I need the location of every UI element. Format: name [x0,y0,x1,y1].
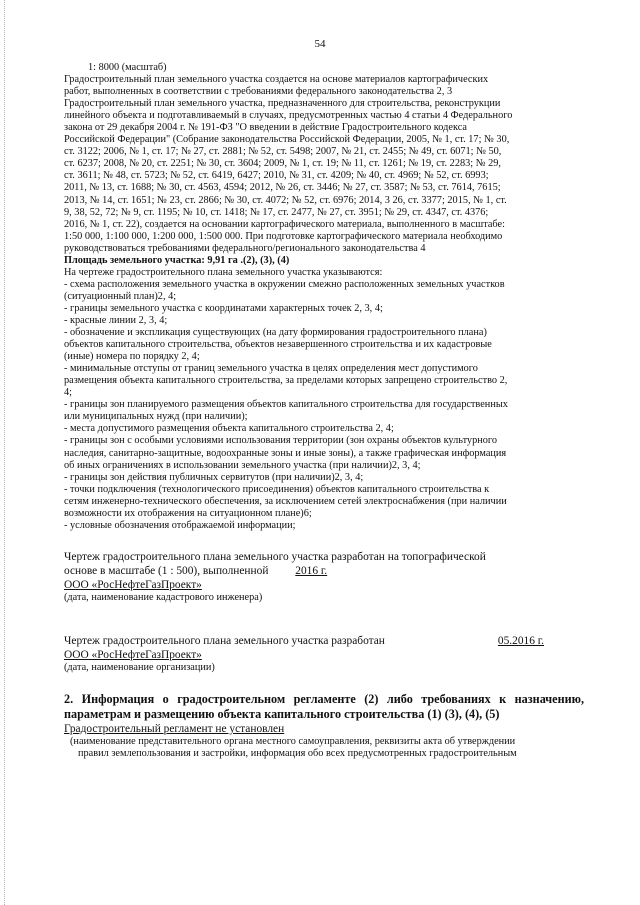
list-item: размещения объекта капитального строительства, за пределами которых запрещено строительство 2, [64,375,508,387]
text-line: Градостроительный план земельного участка создается на основе материалов картографических [64,74,489,86]
area-line: Площадь земельного участка: 9,91 га .(2), (3), (4) [64,254,290,266]
text-line: ст. 3611; № 48, ст. 5723; № 52, ст. 6419, 6427; 2010, № 31, ст. 4209; № 40, ст. 4969; № 52, ст. 6993; [64,170,489,182]
drawing-statement-topographic [64,550,584,604]
document-body [64,62,584,760]
text-line: 9, 38, 52, 72; № 9, ст. 1195; № 10, ст. 1418; № 17, ст. 2477, № 27, ст. 3951; № 29, ст. 4347, ст. 4376; [64,206,489,218]
text-line: 2013, № 14, ст. 1651; № 23, ст. 2866; № 30, ст. 4072; № 52, ст. 6976; 2014, 3 26, ст. 3377; 2015, № 1, ст. [64,194,507,206]
organization-date: 05.2016 г. [497,634,544,647]
list-item: - красные линии 2, 3, 4; [64,314,168,326]
list-item: - места допустимого размещения объекта капитального строительства 2, 4; [64,423,394,435]
list-item: - границы зон планируемого размещения объектов капитального строительства для государственных [64,399,508,411]
engineer-organization: ООО «РосНефтеГазПроект» [64,578,202,591]
text-line: ст. 6237; 2008, № 20, ст. 2251; № 30, ст. 3604; 2009, № 1, ст. 19; № 11, ст. 1261; № 19, ст. 2283; № 29, [64,158,501,170]
list-item: (иные) номера по порядку 2, 4; [64,351,200,363]
regulation-note-line: правил землепользования и застройки, информация обо всех предусмотренных градостроительным [78,747,517,759]
list-item: возможности их отображения на ситуационном плане)6; [64,507,312,519]
text-line: руководствоваться требованиями федерального/регионального законодательства 4 [64,242,426,254]
text-line: закона от 29 декабря 2004 г. № 191-ФЗ "О введении в действие Градостроительного кодекса [64,122,467,134]
organization-statement-row [64,634,584,648]
page-number: 54 [314,38,326,50]
list-item: или муниципальных нужд (при наличии); [64,411,248,423]
list-item: - границы земельного участка с координатами характерных точек 2, 3, 4; [64,302,383,314]
text-line: ст. 3122; 2006, № 1, ст. 17; № 27, ст. 2881; № 52, ст. 5498; 2007, № 21, ст. 2455; № 49, ст. 6071; № 50, [64,146,502,158]
list-item: объектов капитального строительства, объектов незавершенного строительства и их кадастровые [64,339,492,351]
engineer-caption: (дата, наименование кадастрового инженера) [64,591,263,603]
scan-edge-line [4,0,5,905]
list-item: - схема расположения земельного участка в окружении смежно расположенных земельных участков [64,278,505,290]
drawing-items-list [64,279,584,532]
scale-line: 1: 8000 (масштаб) [88,62,167,73]
list-item: 4; [64,387,73,399]
developer-organization: ООО «РосНефтеГазПроект» [64,648,202,661]
text-line: линейного объекта и подготавливаемый в случаях, предусмотренных частью 4 статьи 4 Федерального [64,110,513,122]
list-item: (ситуационный план)2, 4; [64,290,177,302]
list-item: - условные обозначения отображаемой информации; [64,519,296,531]
list-item: - обозначение и экспликация существующих (на дату формирования градостроительного плана) [64,327,487,339]
intro-paragraph [64,74,584,255]
list-item: об иных ограничениях в использовании земельного участка (при наличии)2, 3, 4; [64,459,421,471]
list-item: - точки подключения (технологического присоединения) объектов капитального строительства к [64,483,490,495]
regulation-status: Градостроительный регламент не установлен [64,722,285,735]
list-intro: На чертеже градостроительного плана земельного участка указываются: [64,266,383,278]
section-2-heading: 2. Информация о градостроительном регламенте (2) либо требованиях к назначению, параметрам и размещению объекта капитального строительства (1) (3), (4), (5) [64,691,584,721]
text-line: 1:50 000, 1:100 000, 1:200 000, 1:500 000. При подготовке картографического материала необходимо [64,230,503,242]
list-item: сетям инженерно-технического обеспечения, за исключением сетей электроснабжения (при наличии [64,495,507,507]
regulation-note-line: (наименование представительного органа местного самоуправления, реквизиты акта об утверждении [70,735,516,747]
text-line: 2011, № 13, ст. 1688; № 30, ст. 4563, 4594; 2012, № 26, ст. 3446; № 27, ст. 3587; № 53, ст. 7614, 7615; [64,182,501,194]
list-item: наследия, санитарно-защитные, водоохранные зоны и иные зоны), а также графическая информация [64,447,507,459]
drawing-scale-text: основе в масштабе (1 : 500), выполненной [64,564,269,577]
text-line: 2016, № 1, ст. 22), создается на основании картографического материала, выполненного в масштабе: [64,218,505,230]
organization-statement-line: Чертеж градостроительного плана земельного участка разработан [64,634,385,647]
list-item: - границы зон действия публичных сервитутов (при наличии)2, 3, 4; [64,471,364,483]
text-line: работ, выполненных в соответствии с требованиями федерального законодательства 2, 3 [64,86,453,98]
list-item: - границы зон с особыми условиями использования территории (зон охраны объектов культурного [64,435,498,447]
drawing-statement-line: Чертеж градостроительного плана земельного участка разработан на топографической [64,550,486,563]
drawing-statement-scale [64,564,584,578]
list-item: - минимальные отступы от границ земельного участка в целях определения мест допустимого [64,363,478,375]
drawing-date: 2016 г. [295,564,328,577]
text-line: Градостроительный план земельного участка, предназначенного для строительства, реконструкции [64,98,501,110]
organization-caption: (дата, наименование организации) [64,661,215,673]
text-line: Российской Федерации" (Собрание законодательства Российской Федерации, 2005, № 1, ст. 17; № 30, [64,134,510,146]
drawing-statement-organization [64,634,584,674]
